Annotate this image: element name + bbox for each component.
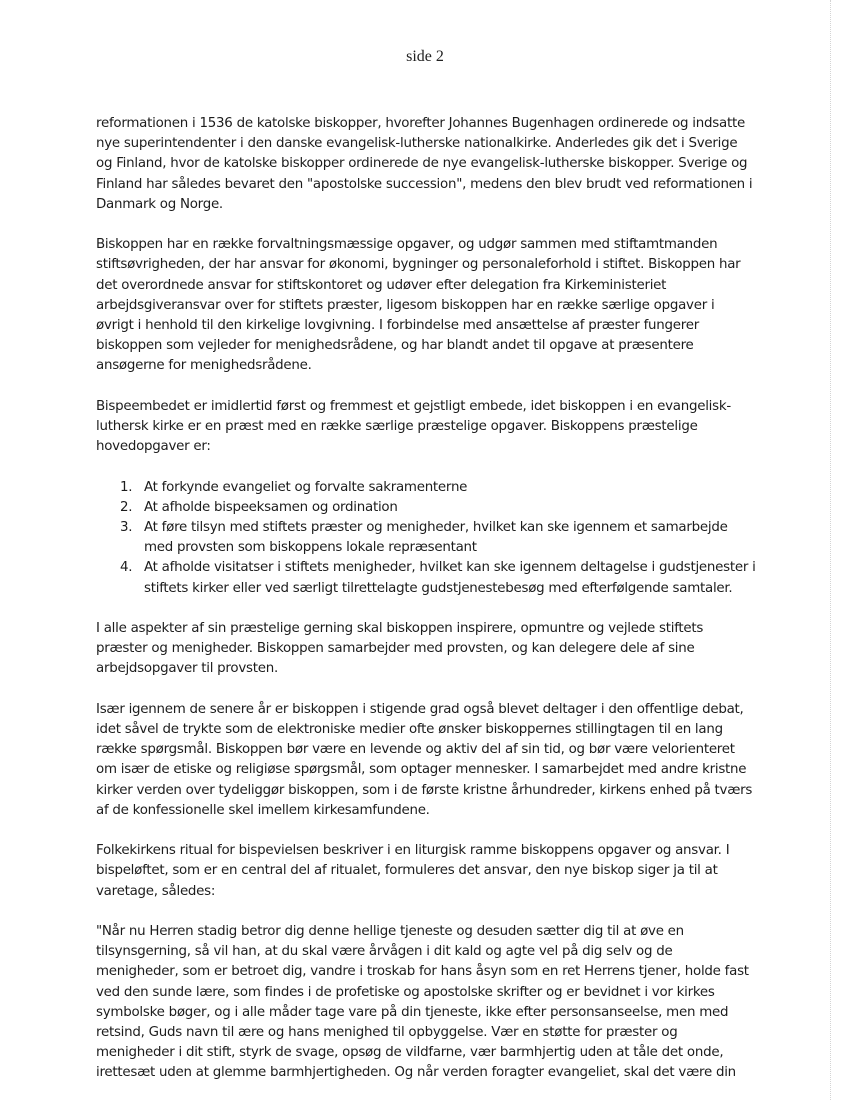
list-item-number: 4. [120,560,133,576]
paragraph-administration: Biskoppen har en række forvaltningsmæssige opgaver, og udgør sammen med stiftamtmanden stiftsøvrigheden, der har ansvar for økonomi, bygninger og personaleforhold i stiftet. Biskoppen har det overordnede ansvar for stiftskontoret og udøver efter delegation fra Kirkeministeriet arbejdsgiveransvar over for stiftets præster, ligesom biskoppen har en række særlige opgaver i øvrigt i henhold til den kirkelige lovgivning. I forbindelse med ansættelse af præster fungerer biskoppen som vejleder for menighedsrådene, og har blandt andet til opgave at præsentere ansøgerne for menighedsrådene. [96,237,741,374]
duties-list [96,478,756,599]
paragraph-inspiration: I alle aspekter af sin præstelige gerning skal biskoppen inspirere, opmuntre og vejlede stiftets præster og menigheder. Biskoppen samarbejder med provsten, og kan delegere dele af sine arbejdsopgaver til provsten. [96,621,704,677]
list-item-text: At forkynde evangeliet og forvalte sakramenterne [144,479,468,495]
list-item [96,478,756,498]
paragraph-reformation: reformationen i 1536 de katolske biskopper, hvorefter Johannes Bugenhagen ordinerede og indsatte nye superintendenter i den danske evangelisk-lutherske nationalkirke. Anderledes gik det i Sverige og Finland, hvor de katolske biskopper ordinerede de nye evangelisk-lutherske biskopper. Sverige og Finland har således bevaret den "apostolske succession", medens den blev brudt ved reformationen i Danmark og Norge. [96,116,753,212]
list-item [96,558,756,598]
paragraph-public-debate: Især igennem de senere år er biskoppen i stigende grad også blevet deltager i den offentlige debat, idet såvel de trykte som de elektroniske medier ofte ønsker biskoppernes stillingtagen til en lang række spørgsmål. Biskoppen bør være en levende og aktiv del af sin tid, og bør være velorienteret om især de etiske og religiøse spørgsmål, som optager mennesker. I samarbejdet med andre kristne kirker verden over tydeliggør biskoppen, som i de første kristne århundreder, kirkens enhed på tværs af de konfessionelle skel imellem kirkesamfundene. [96,701,753,818]
document-body [96,114,756,1104]
paragraph-ritual: Folkekirkens ritual for bispevielsen beskriver i en liturgisk ramme biskoppens opgaver og ansvar. I bispeløftet, som er en central del af ritualet, formuleres det ansvar, den nye biskop siger ja til at varetage, således: [96,843,730,899]
list-item-text: At afholde visitatser i stiftets menigheder, hvilket kan ske igennem deltagelse i gudstjenester i stiftets kirker eller ved særligt tilrettelagte gudstjenestebesøg med efterfølgende samtaler. [144,560,756,596]
page-edge-line [830,0,831,1100]
list-item [96,498,756,518]
list-item-number: 2. [120,499,133,515]
list-item-number: 3. [120,520,133,536]
list-item-text: At føre tilsyn med stiftets præster og menigheder, hvilket kan ske igennem et samarbejde med provsten som biskoppens lokale repræsentant [144,520,728,556]
page-number-header: side 2 [406,48,444,65]
list-item [96,518,756,558]
paragraph-clerical-office: Bispeembedet er imidlertid først og fremmest et gejstligt embede, idet biskoppen i en evangelisk-luthersk kirke er en præst med en række særlige præstelige opgaver. Biskoppens præstelige hovedopgaver er: [96,398,731,455]
list-item-number: 1. [120,479,133,495]
list-item-text: At afholde bispeeksamen og ordination [144,499,398,515]
paragraph-bishop-vow-quote: "Når nu Herren stadig betror dig denne hellige tjeneste og desuden sætter dig til at øve en tilsynsgerning, så vil han, at du skal være årvågen i dit kald og agte vel på dig selv og de menigheder, som er betroet dig, vandre i troskab for hans åsyn som en ret Herrens tjener, holde fast ved den sunde lære, som findes i de profetiske og apostolske skrifter og er bevidnet i vor kirkes symbolske bøger, og i alle måder tage vare på din tjeneste, ikke efter personsanseelse, men med retsind, Guds navn til ære og hans menighed til opbyggelse. Vær en støtte for præster og menigheder i dit stift, styrk de svage, opsøg de vildfarne, vær barmhjertig uden at tåle det onde, irettesæt uden at glemme barmhjertigheden. Og når verden foragter evangeliet, skal det være din [96,924,749,1081]
